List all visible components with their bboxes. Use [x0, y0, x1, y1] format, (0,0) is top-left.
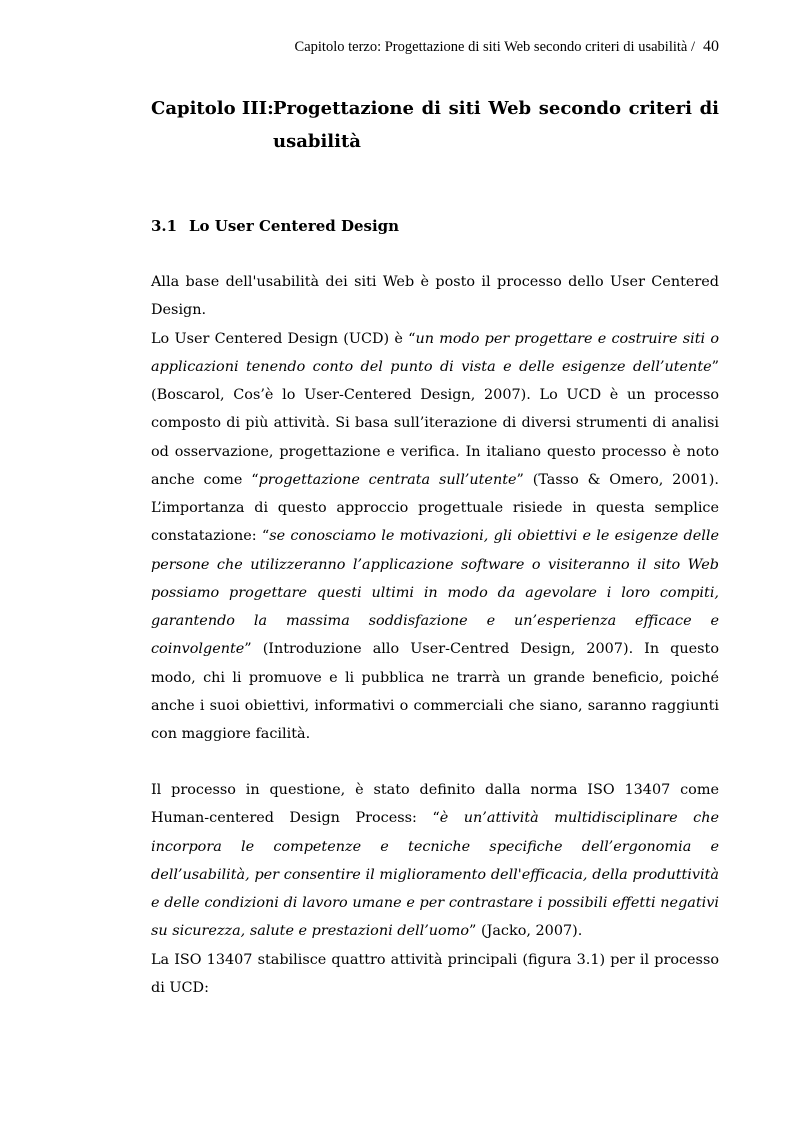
running-title: Capitolo terzo: Progettazione di siti Web secondo criteri di usabilità / [294, 39, 695, 55]
paragraph-2-quote: un modo per progettare e costruire siti o applicazioni tenendo conto del punto di vista e delle esigenze dell’utente [151, 330, 720, 375]
section-title: Lo User Centered Design [189, 217, 400, 235]
section-number: 3.1 [151, 217, 178, 235]
paragraph-3-quote: è un’attività multidisciplinare che incorpora le competenze e tecniche specifiche dell’ergonomia e dell’usabilità, per consentire il miglioramento dell'efficacia, della produttività e delle condizioni di lavoro umane e per contrastare i possibili effetti negativi su sicurezza, salute e prestazioni dell’uomo [151, 810, 719, 940]
paragraph-2-text: ” (Tasso & Omero, 2001). L’importanza di questo approccio progettuale risiede in questa semplice constatazione: “ [151, 471, 719, 545]
paragraph-1: Alla base dell'usabilità dei siti Web è posto il processo dello User Centered Design. [151, 274, 719, 319]
paragraph-2 [151, 325, 719, 749]
paragraph-3 [151, 776, 719, 946]
running-header [295, 38, 719, 56]
paragraph-2-quote: se conosciamo le motivazioni, gli obiettivi e le esigenze delle persone che utilizzeranno l’applicazione software o visiteranno il sito Web possiamo progettare questi ultimi in modo da agevolare i loro compiti, garantendo la massima soddisfazione e un’esperienza efficace e coinvolgente [151, 528, 719, 658]
body-text-block-2 [151, 776, 719, 1002]
paragraph-4: La ISO 13407 stabilisce quattro attività principali (figura 3.1) per il processo di UCD: [151, 951, 719, 996]
body-text-block-1 [151, 268, 719, 748]
chapter-label: Capitolo III: [151, 98, 274, 119]
paragraph-2-text: Lo User Centered Design (UCD) è “ [151, 330, 416, 347]
chapter-title: Progettazione di siti Web secondo criteri di usabilità [273, 98, 719, 152]
paragraph-3-text: ” (Jacko, 2007). [469, 923, 583, 940]
chapter-heading [151, 92, 719, 158]
page-number: 40 [703, 38, 719, 55]
paragraph-2-text: ” (Boscarol, Cos’è lo User-Centered Design, 2007). Lo UCD è un processo composto di più attività. Si basa sull’iterazione di diversi strumenti di analisi od osservazione, progettazione e verifica. In italiano questo processo è noto anche come “ [151, 358, 719, 488]
section-heading [151, 215, 399, 237]
paragraph-2-text: ” (Introduzione allo User-Centred Design, 2007). In questo modo, chi li promuove e li pubblica ne trarrà un grande beneficio, poiché anche i suoi obiettivi, informativi o commerciali che siano, saranno raggiunti con maggiore facilità. [151, 641, 719, 742]
paragraph-3-text: Il processo in questione, è stato definito dalla norma ISO 13407 come Human-centered Design Process: “ [151, 782, 719, 827]
paragraph-2-quote: progettazione centrata sull’utente [258, 471, 517, 488]
